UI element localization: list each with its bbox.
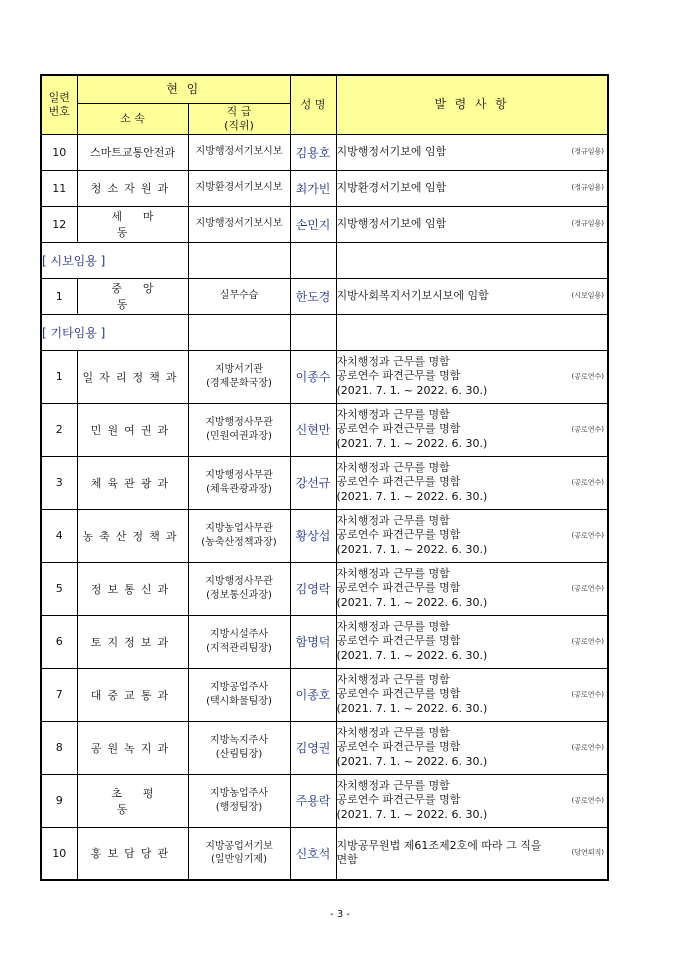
empty-cell <box>188 242 290 278</box>
order-line: (2021. 7. 1. ~ 2022. 6. 30.) <box>336 807 488 821</box>
appointment-order <box>336 350 608 403</box>
appointment-order <box>336 774 608 827</box>
person-name: 최가빈 <box>290 170 336 206</box>
order-lines <box>337 181 608 195</box>
rank-line: (지적관리팀장) <box>206 642 272 654</box>
order-line: 자치행정과 근무를 명함 <box>336 355 450 369</box>
order-line: 공로연수 파견근무를 명함 <box>336 528 461 542</box>
appointment-type-note: (공로연수) <box>571 424 605 433</box>
rank <box>188 827 290 880</box>
order-lines <box>337 217 608 231</box>
serial-number: 3 <box>41 456 77 509</box>
table-row <box>41 403 608 456</box>
department: 체육관광과 <box>77 456 188 509</box>
rank-line: (농축산정책과장) <box>201 536 277 548</box>
table-row <box>41 134 608 170</box>
empty-cell <box>290 242 336 278</box>
rank-line: 지방행정사무관 <box>205 417 273 428</box>
rank-line: 지방녹지주사 <box>210 735 268 746</box>
rank <box>188 456 290 509</box>
appointment-type-note: (공로연수) <box>571 477 605 486</box>
department: 정보통신과 <box>77 562 188 615</box>
appointment-type-note: (당연퇴직) <box>571 848 605 857</box>
empty-cell <box>336 242 608 278</box>
serial-number: 2 <box>41 403 77 456</box>
appointment-type-note: (공로연수) <box>571 742 605 751</box>
serial-number: 10 <box>41 134 77 170</box>
rank-line: (택시화물팀장) <box>206 695 272 707</box>
table-row <box>41 206 608 242</box>
order-line: 지방환경서기보에 임함 <box>336 180 447 194</box>
person-name: 황상섭 <box>290 509 336 562</box>
rank-line: 지방서기관 <box>214 364 264 375</box>
rank <box>188 668 290 721</box>
person-name: 이종수 <box>290 350 336 403</box>
rank-line: 지방행정서기보시보 <box>195 146 283 158</box>
table-row <box>41 615 608 668</box>
order-line: 지방행정서기보에 임함 <box>336 144 447 158</box>
department: 초평동 <box>77 774 188 827</box>
department: 세마동 <box>77 206 188 242</box>
department: 스마트교통안전과 <box>77 134 188 170</box>
appointment-order <box>336 278 608 314</box>
person-name: 김용호 <box>290 134 336 170</box>
rank-line: 지방농업사무관 <box>205 523 273 534</box>
department: 민원여권과 <box>77 403 188 456</box>
order-lines <box>337 839 608 868</box>
department: 농축산정책과 <box>77 509 188 562</box>
rank <box>188 615 290 668</box>
appointment-order <box>336 827 608 880</box>
table-row <box>41 721 608 774</box>
order-line: 공로연수 파견근무를 명함 <box>336 475 461 489</box>
order-line: 자치행정과 근무를 명함 <box>336 461 450 475</box>
person-name: 이종호 <box>290 668 336 721</box>
order-lines <box>337 779 608 822</box>
name-header: 성 명 <box>290 75 336 134</box>
order-lines <box>337 726 608 769</box>
person-name: 한도경 <box>290 278 336 314</box>
order-line: (2021. 7. 1. ~ 2022. 6. 30.) <box>336 595 488 609</box>
order-line: 자치행정과 근무를 명함 <box>336 408 450 422</box>
order-line: (2021. 7. 1. ~ 2022. 6. 30.) <box>336 489 488 503</box>
table-row <box>41 509 608 562</box>
order-line: 공로연수 파견근무를 명함 <box>336 793 461 807</box>
rank-line: 지방농업주사 <box>210 788 268 799</box>
person-name: 손민지 <box>290 206 336 242</box>
order-line: 자치행정과 근무를 명함 <box>336 514 450 528</box>
table-row <box>41 827 608 880</box>
appointment-order <box>336 134 608 170</box>
order-lines <box>337 461 608 504</box>
serial-number: 6 <box>41 615 77 668</box>
order-line: 자치행정과 근무를 명함 <box>336 726 450 740</box>
order-line: 공로연수 파견근무를 명함 <box>336 422 461 436</box>
appointment-order <box>336 206 608 242</box>
order-line: 면함 <box>336 853 358 867</box>
serial-number: 11 <box>41 170 77 206</box>
serial-number: 9 <box>41 774 77 827</box>
affiliation-header: 소 속 <box>77 103 188 134</box>
rank-line: 실무수습 <box>219 290 259 302</box>
table-row <box>41 562 608 615</box>
order-line: (2021. 7. 1. ~ 2022. 6. 30.) <box>336 701 488 715</box>
empty-cell <box>188 314 290 350</box>
rank-header: 직 급 (직위) <box>188 103 290 134</box>
appointment-type-note: (공로연수) <box>571 371 605 380</box>
department: 토지정보과 <box>77 615 188 668</box>
rank <box>188 403 290 456</box>
appointment-type-note: (공로연수) <box>571 636 605 645</box>
table-body <box>41 134 608 880</box>
department: 중앙동 <box>77 278 188 314</box>
department: 공원녹지과 <box>77 721 188 774</box>
rank-line: 지방공업서기보 <box>205 840 273 852</box>
appointment-order <box>336 456 608 509</box>
table-header <box>41 75 608 134</box>
order-line: 자치행정과 근무를 명함 <box>336 673 450 687</box>
appointment-order <box>336 615 608 668</box>
department: 일자리정책과 <box>77 350 188 403</box>
serial-number: 8 <box>41 721 77 774</box>
table-row <box>41 278 608 314</box>
rank-line: 지방행정사무관 <box>205 470 273 481</box>
table-row <box>41 170 608 206</box>
serial-number: 1 <box>41 350 77 403</box>
appointment-type-note: (공로연수) <box>571 689 605 698</box>
appointment-type-note: (공로연수) <box>571 583 605 592</box>
table-row <box>41 774 608 827</box>
appointment-type-note: (정규임용) <box>571 147 605 156</box>
rank <box>188 134 290 170</box>
rank-line: (행정팀장) <box>215 801 263 813</box>
order-line: 공로연수 파견근무를 명함 <box>336 634 461 648</box>
order-line: 공로연수 파견근무를 명함 <box>336 369 461 383</box>
order-lines <box>337 145 608 159</box>
serial-header: 일련 번호 <box>41 75 77 134</box>
section-header-row <box>41 242 608 278</box>
serial-number: 4 <box>41 509 77 562</box>
order-line: 지방행정서기보에 임함 <box>336 216 447 230</box>
table-row <box>41 456 608 509</box>
order-lines <box>337 355 608 398</box>
appointment-order <box>336 509 608 562</box>
rank-line: 지방행정서기보시보 <box>195 218 283 230</box>
serial-number: 5 <box>41 562 77 615</box>
appointment-table <box>40 74 609 881</box>
order-line: (2021. 7. 1. ~ 2022. 6. 30.) <box>336 754 488 768</box>
rank <box>188 774 290 827</box>
appointment-type-note: (공로연수) <box>571 795 605 804</box>
appointment-order <box>336 403 608 456</box>
order-lines <box>337 567 608 610</box>
current-header: 현 임 <box>77 75 290 103</box>
department: 청소자원과 <box>77 170 188 206</box>
rank-line: (민원여권과장) <box>206 430 272 442</box>
person-name: 김영권 <box>290 721 336 774</box>
rank <box>188 350 290 403</box>
appointment-order <box>336 562 608 615</box>
rank <box>188 721 290 774</box>
rank-line: 지방환경서기보시보 <box>195 182 283 194</box>
rank-line: (체육관광과장) <box>206 483 272 495</box>
appointment-order <box>336 170 608 206</box>
appointment-type-note: (공로연수) <box>571 530 605 539</box>
order-lines <box>337 514 608 557</box>
order-line: (2021. 7. 1. ~ 2022. 6. 30.) <box>336 542 488 556</box>
person-name: 신현만 <box>290 403 336 456</box>
department: 홍보담당관 <box>77 827 188 880</box>
rank <box>188 278 290 314</box>
rank-line: 지방시설주사 <box>210 629 268 640</box>
department: 대중교통과 <box>77 668 188 721</box>
order-line: (2021. 7. 1. ~ 2022. 6. 30.) <box>336 436 488 450</box>
section-header-row <box>41 314 608 350</box>
section-title: [ 시보임용 ] <box>41 242 188 278</box>
order-lines <box>337 620 608 663</box>
appointment-order <box>336 668 608 721</box>
order-line: (2021. 7. 1. ~ 2022. 6. 30.) <box>336 648 488 662</box>
section-title: [ 기타임용 ] <box>41 314 188 350</box>
appointment-type-note: (시보임용) <box>571 291 605 300</box>
rank <box>188 170 290 206</box>
order-line: 자치행정과 근무를 명함 <box>336 567 450 581</box>
rank <box>188 509 290 562</box>
serial-number: 7 <box>41 668 77 721</box>
rank-line: (산림팀장) <box>215 748 263 760</box>
appointment-order <box>336 721 608 774</box>
order-line: 공로연수 파견근무를 명함 <box>336 687 461 701</box>
order-lines <box>337 289 608 303</box>
person-name: 함명덕 <box>290 615 336 668</box>
serial-number: 12 <box>41 206 77 242</box>
order-line: 공로연수 파견근무를 명함 <box>336 740 461 754</box>
appointment-type-note: (정규임용) <box>571 219 605 228</box>
rank-line: 지방공업주사 <box>210 682 268 693</box>
serial-number: 1 <box>41 278 77 314</box>
rank <box>188 562 290 615</box>
order-line: (2021. 7. 1. ~ 2022. 6. 30.) <box>336 383 488 397</box>
order-line: 지방공무원법 제61조제2호에 따라 그 직을 <box>336 838 542 852</box>
order-line: 자치행정과 근무를 명함 <box>336 620 450 634</box>
person-name: 강선규 <box>290 456 336 509</box>
person-name: 신호석 <box>290 827 336 880</box>
appointment-type-note: (정규임용) <box>571 183 605 192</box>
rank-line: (경제문화국장) <box>206 377 272 389</box>
order-line: 지방사회복지서기보시보에 임함 <box>336 288 489 302</box>
order-header: 발 령 사 항 <box>336 75 608 134</box>
page-number: - 3 - <box>330 909 350 920</box>
order-line: 자치행정과 근무를 명함 <box>336 779 450 793</box>
empty-cell <box>336 314 608 350</box>
rank-line: 지방행정사무관 <box>205 576 273 587</box>
rank <box>188 206 290 242</box>
empty-cell <box>290 314 336 350</box>
order-lines <box>337 673 608 716</box>
table-row <box>41 668 608 721</box>
person-name: 주용락 <box>290 774 336 827</box>
rank-line: (일반임기제) <box>210 854 268 866</box>
rank-line: (정보통신과장) <box>206 589 272 601</box>
order-lines <box>337 408 608 451</box>
person-name: 김영락 <box>290 562 336 615</box>
table-row <box>41 350 608 403</box>
serial-number: 10 <box>41 827 77 880</box>
order-line: 공로연수 파견근무를 명함 <box>336 581 461 595</box>
